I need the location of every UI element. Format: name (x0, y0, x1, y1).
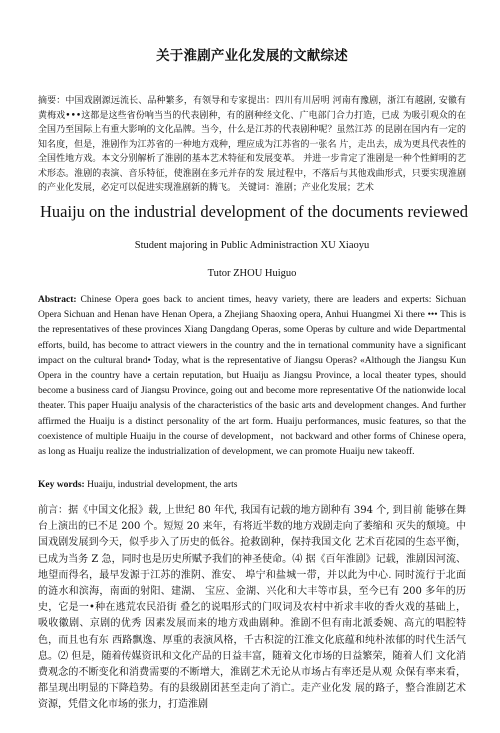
chinese-title: 关于淮剧产业化发展的文献综述 (156, 48, 348, 64)
body-paragraph: 前言：据《中国文化报》载, 上世纪 80 年代, 我国有记载的地方剧种有 394 个, 到目前 能够在舞台上演出的已不足 200 个。短短 20 来年，有将近半数的地方戏剧走向了萎缩和 灭失的颓境。中国戏剧发展到今天，似乎步入了历史的低谷。抢救剧种，保持我国文化 艺术百花园的生态平衡，已成为当务 Z 急，同时也是历史所赋予我们的神圣使命。⑷ 据《百年淮剧》记载，淮剧因河流、地望而得名，最早发源于江苏的淮阴、淮安、 埠宁和盐城一带，并以此为中心. 同时流行于北面的涟水和滨海，南面的射阳、建湖、 宝应、金湖、兴化和大丰等市县，至今已有 200 多年的历史，它是一•种在逃荒农民沿街 叠乞的说唱形式的门叹词及农村中祈求丰收的香火戏的基础上，吸收徽剧、京剧的优秀 因素发展而来的地方戏曲剧种。淮剧不但有南北派委婉、高亢的唱腔特色，而且也有东 西路飘逸、厚重的表演风格，千古积淀的江淮文化底蕴和纯朴浓郁的时代生活气息。⑵ 但是，随着传媒资讯和文化产品的日益丰富，随着文化市场的日益繁荣，随着人们 文化消费观念的不断变化和消费需要的不断增大，淮剧艺术无论从市场占有率还是从观 众保有率来看，都呈现出明显的下降趋势。有的县级剧团甚至走向了消亡。走产业化发 展的路子，整合淮剧艺术资源，凭借文化市场的张力，打造淮剧 (38, 505, 466, 711)
english-abstract (38, 293, 466, 460)
english-keywords (38, 480, 466, 490)
english-abstract-label: Abstract: (38, 295, 77, 305)
english-abstract-text: Chinese Opera goes back to ancient times, heavy variety, there are leaders and experts: Sichuan Opera Sichuan and Henan have Henan Opera, a Zhejiang Shaoxing opera, Anhui Huangmei Xi there ••• This is the representatives of these provinces Xiang Dangdang Operas, some Operas by culture and wide Departmental efforts, build, has become to attract viewers in the country and the in ternational community have a significant impact on the cultural brand• Today, what is the representative of Jiangsu Operas? «Although the Jiangsu Kun Opera in the country have a certain reputation, but Huaiju as Jiangsu Province, a local theater types, should become a business card of Jiangsu Province, going out and become more representative Of the nationwide local theater. This paper Huaiju analysis of the characteristics of the basic arts and development changes. And further affirmed the Huaiju is a distinct personality of the art form. Huaiju performances, music features, so that the coexistence of multiple Huaiju in the course of development，not backward and other forms of Chinese opera, as long as Huaiju realize the industrialization of development, we can promote Huaiju new takeoff. (38, 295, 466, 458)
english-keywords-label: Key words: (38, 480, 85, 490)
english-title: Huaiju on the industrial development of the documents reviewed (40, 202, 468, 221)
student-line: Student majoring in Public Administraction XU Xiaoyu (134, 240, 370, 251)
tutor-line: Tutor ZHOU Huiguo (207, 268, 297, 279)
english-keywords-text: Huaiju, industrial development, the arts (84, 480, 238, 490)
chinese-abstract: 摘要：中国戏剧源远流长、品种繁多，有领导和专家提出：四川有川居明 河南有豫剧，浙江有越剧, 安徽有黄梅戏•••这都是这些省份响当当的代表剧种，有的剧种经文化、广电部门合力打造，已成 为吸引观众的在全国乃至国际上有重大影响的文化品牌。当今，什么是江苏的代表剧种呢？虽然江苏 的昆剧在国内有一定的知名度，但是，淮剧作为江苏省的一种地方戏种，理应成为江苏省的一张名 片，走出去，成为更具代表性的全国性地方戏。本文分别解析了淮剧的基本艺术特征和发展变革。 并进一步肯定了淮剧是一种个性鲜明的艺术形态。淮剧的表演、音乐特征，使淮剧在多元并存的发 展过程中，不落后与其他戏曲形式，只要实现淮剧的产业化发展，必定可以促进实现淮剧新的腾飞。 关键词：淮剧；产业化发展；艺术 (38, 96, 466, 193)
